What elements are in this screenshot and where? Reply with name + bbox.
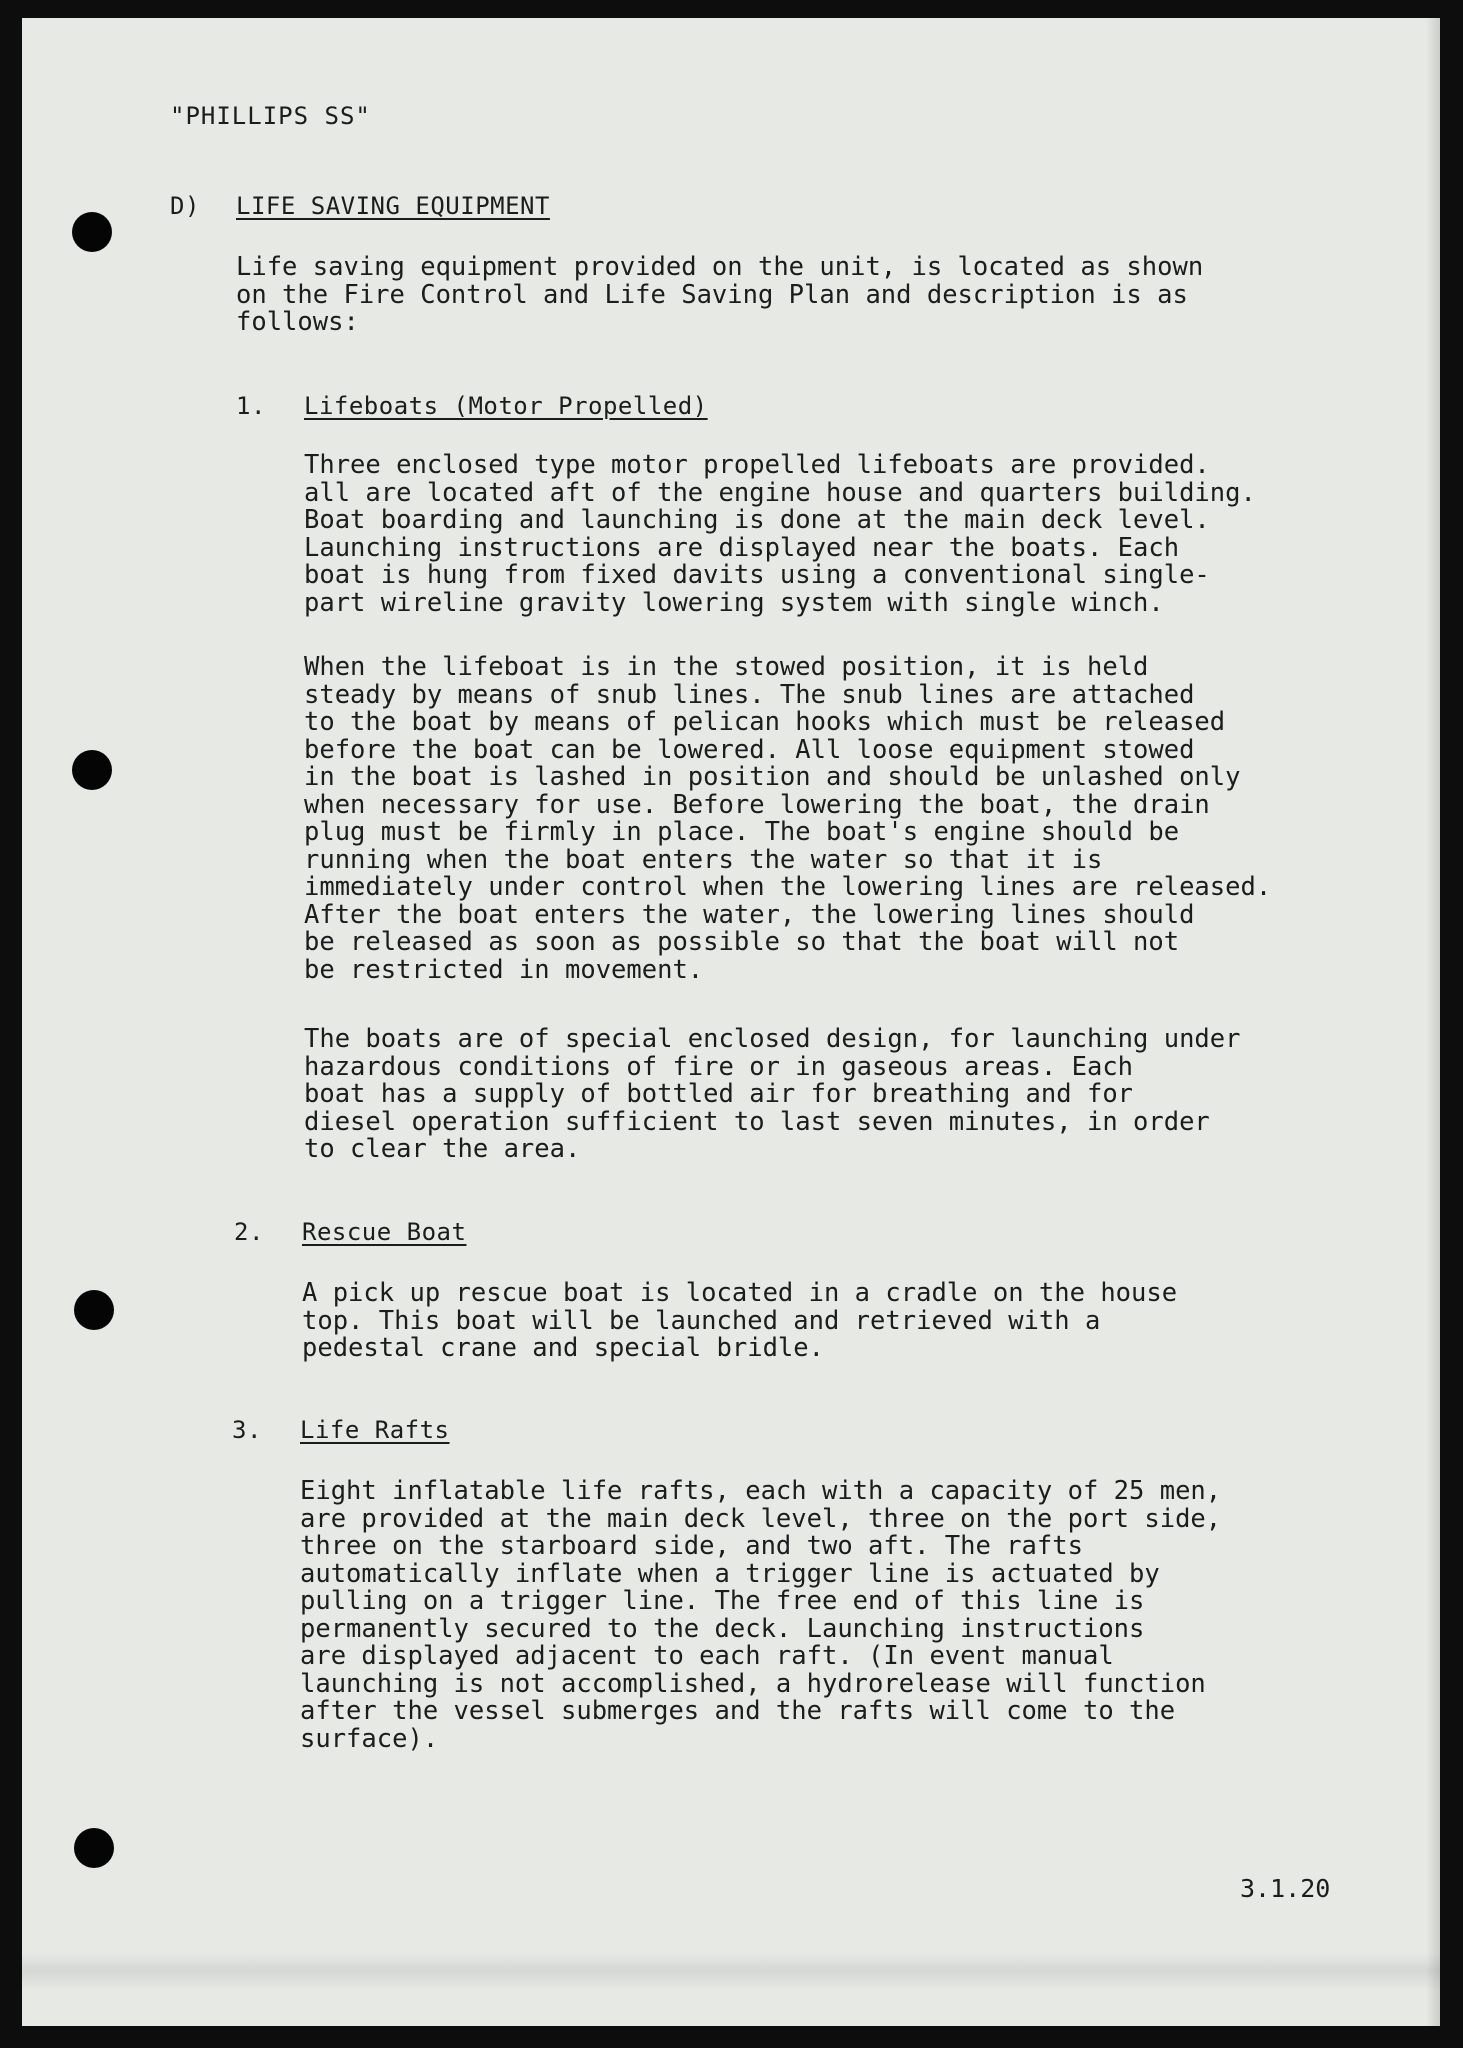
text-line: After the boat enters the water, the lowering lines should <box>304 899 1195 930</box>
text-line: be restricted in movement. <box>304 954 704 985</box>
text-line: Launching instructions are displayed near the boats. Each <box>304 532 1180 563</box>
text-line: Three enclosed type motor propelled lifeboats are provided. <box>304 450 1210 480</box>
item-title-rescue-boat: Rescue Boat <box>302 1218 467 1246</box>
text-line: plug must be firmly in place. The boat's engine should be <box>304 817 1180 847</box>
item-title-lifeboats: Lifeboats (Motor Propelled) <box>304 392 708 420</box>
text-line: surface). <box>300 1723 439 1754</box>
document-header: "PHILLIPS SS" <box>170 102 371 130</box>
text-line: on the Fire Control and Life Saving Plan and description is as <box>236 279 1188 310</box>
text-line: steady by means of snub lines. The snub lines are attached <box>304 679 1195 710</box>
text-line: boat is hung from fixed davits using a conventional single- <box>304 560 1210 590</box>
text-line: A pick up rescue boat is located in a cradle on the house <box>302 1278 1178 1308</box>
page-number: 3.1.20 <box>1240 1874 1331 1903</box>
text-line: part wireline gravity lowering system with single winch. <box>304 587 1164 618</box>
document-page <box>22 18 1440 2026</box>
text-line: pedestal crane and special bridle. <box>302 1333 824 1363</box>
text-line: Life saving equipment provided on the unit, is located as shown <box>236 252 1204 282</box>
text-line: launching is not accomplished, a hydrorelease will function <box>300 1668 1206 1699</box>
text-line: before the boat can be lowered. All loose equipment stowed <box>304 734 1195 765</box>
text-line: running when the boat enters the water so that it is <box>304 844 1103 875</box>
binder-hole-3 <box>74 1290 114 1330</box>
text-line: to clear the area. <box>304 1134 581 1164</box>
section-title: LIFE SAVING EQUIPMENT <box>236 192 550 220</box>
text-line: diesel operation sufficient to last seven minutes, in order <box>304 1106 1210 1137</box>
section-marker: D) <box>170 192 200 220</box>
lifeboats-paragraph-2 <box>304 654 1271 984</box>
text-line: pulling on a trigger line. The free end of this line is <box>300 1586 1145 1616</box>
text-line: are displayed adjacent to each raft. (In event manual <box>300 1641 1114 1671</box>
item-title-life-rafts: Life Rafts <box>300 1416 450 1444</box>
text-line: after the vessel submerges and the rafts will come to the <box>300 1696 1176 1726</box>
text-line: The boats are of special enclosed design, for launching under <box>304 1024 1241 1054</box>
text-line: are provided at the main deck level, three on the port side, <box>300 1503 1222 1534</box>
text-line: boat has a supply of bottled air for breathing and for <box>304 1079 1134 1109</box>
text-line: Eight inflatable life rafts, each with a capacity of 25 men, <box>300 1476 1222 1506</box>
lifeboats-paragraph-1 <box>304 452 1256 617</box>
item-number: 2. <box>234 1218 264 1246</box>
binder-hole-2 <box>72 750 112 790</box>
text-line: top. This boat will be launched and retrieved with a <box>302 1305 1101 1336</box>
life-rafts-paragraph <box>300 1478 1221 1753</box>
text-line: all are located aft of the engine house and quarters building. <box>304 477 1256 508</box>
page-edge-shadow <box>1426 18 1440 2026</box>
item-number: 3. <box>232 1416 262 1444</box>
text-line: when necessary for use. Before lowering the boat, the drain <box>304 789 1210 820</box>
text-line: hazardous conditions of fire or in gaseous areas. Each <box>304 1051 1134 1082</box>
text-line: immediately under control when the lowering lines are released. <box>304 872 1272 902</box>
text-line: When the lifeboat is in the stowed position, it is held <box>304 652 1149 682</box>
scan-artifact <box>22 1952 1440 1990</box>
section-intro <box>236 254 1203 337</box>
binder-hole-4 <box>74 1828 114 1868</box>
lifeboats-paragraph-3 <box>304 1026 1241 1164</box>
text-line: in the boat is lashed in position and should be unlashed only <box>304 762 1241 792</box>
text-line: permanently secured to the deck. Launching instructions <box>300 1613 1145 1644</box>
item-number: 1. <box>236 392 266 420</box>
text-line: three on the starboard side, and two aft. The rafts <box>300 1531 1083 1561</box>
rescue-boat-paragraph <box>302 1280 1177 1363</box>
text-line: be released as soon as possible so that the boat will not <box>304 927 1180 957</box>
text-line: Boat boarding and launching is done at the main deck level. <box>304 505 1210 535</box>
text-line: to the boat by means of pelican hooks which must be released <box>304 707 1226 737</box>
text-line: follows: <box>236 307 359 337</box>
binder-hole-1 <box>72 212 112 252</box>
text-line: automatically inflate when a trigger line is actuated by <box>300 1558 1160 1589</box>
